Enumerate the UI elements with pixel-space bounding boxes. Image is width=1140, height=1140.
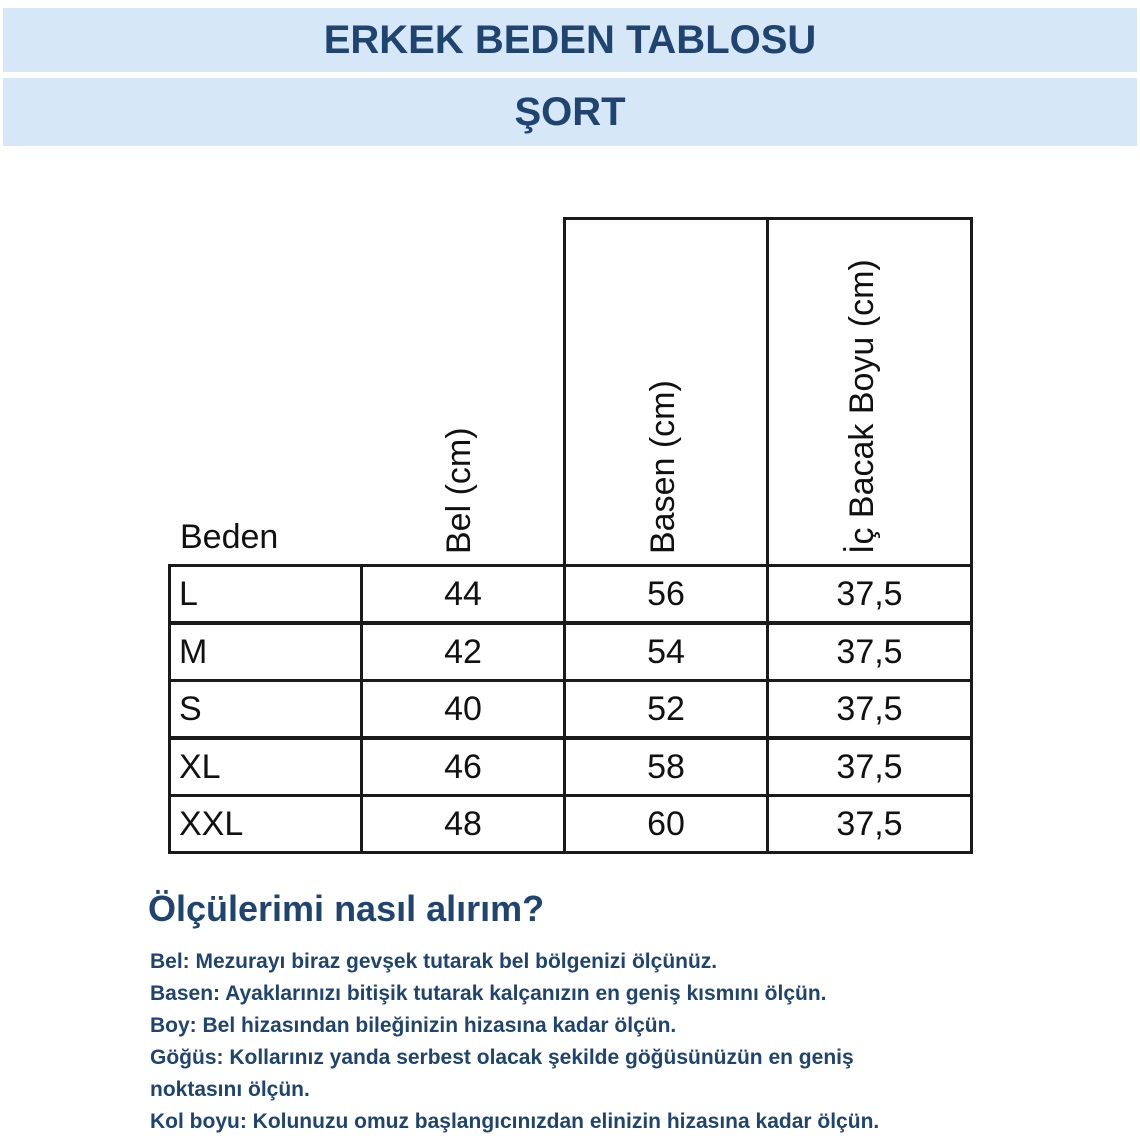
table-cell-waist: 44 [360,564,566,624]
howto-line: Basen: Ayaklarınızı bitişik tutarak kalçanızın en geniş kısmını ölçün. [150,982,827,1005]
table-cell-size: L [168,564,363,624]
table-cell-size: XL [168,737,363,797]
howto-line: Boy: Bel hizasından bileğinizin hizasına kadar ölçün. [150,1014,677,1037]
howto-line: Kol boyu: Kolunuzu omuz başlangıcınızdan elinizin hizasına kadar ölçün. [150,1110,880,1133]
table-cell-inseam: 37,5 [766,679,973,739]
table-cell-inseam: 37,5 [766,794,973,854]
table-cell-size: S [168,679,363,739]
table-cell-hip: 52 [563,679,769,739]
page-subtitle: ŞORT [3,78,1137,146]
howto-line: Bel: Mezurayı biraz gevşek tutarak bel bölgenizi ölçünüz. [150,950,718,973]
page-title: ERKEK BEDEN TABLOSU [3,8,1137,72]
howto-title: Ölçülerimi nasıl alırım? [148,888,545,929]
table-cell-size: XXL [168,794,363,854]
table-cell-inseam: 37,5 [766,737,973,797]
table-cell-size: M [168,622,363,682]
table-cell-hip: 56 [563,564,769,624]
table-cell-inseam: 37,5 [766,564,973,624]
table-cell-waist: 46 [360,737,566,797]
table-cell-waist: 48 [360,794,566,854]
column-header-size: Beden [180,518,279,556]
column-header-hip: Basen (cm) [644,380,682,554]
table-cell-waist: 42 [360,622,566,682]
table-cell-hip: 54 [563,622,769,682]
howto-line: noktasını ölçün. [150,1078,310,1101]
column-header-waist: Bel (cm) [440,427,478,554]
table-cell-hip: 60 [563,794,769,854]
table-cell-inseam: 37,5 [766,622,973,682]
table-cell-waist: 40 [360,679,566,739]
column-header-inseam: İç Bacak Boyu (cm) [843,259,881,554]
howto-line: Göğüs: Kollarınız yanda serbest olacak şekilde göğüsünüzün en geniş [150,1046,854,1069]
table-cell-hip: 58 [563,737,769,797]
